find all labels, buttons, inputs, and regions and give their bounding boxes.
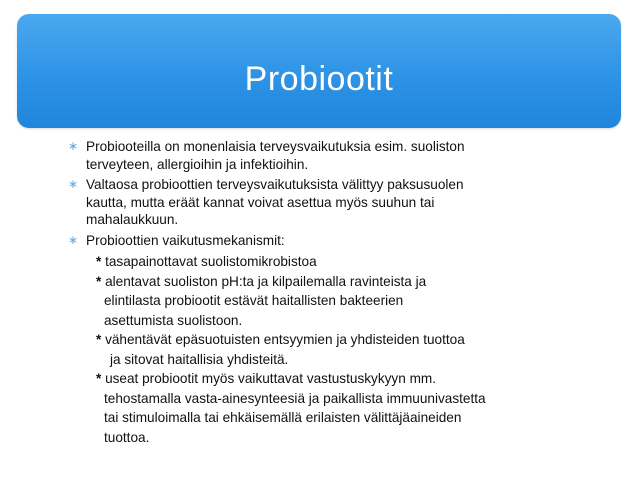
mechanism-text: ja sitovat haitallisia yhdisteitä.	[110, 351, 289, 367]
mechanism-item	[68, 369, 588, 389]
bullet-line: mahalaukkuun.	[86, 212, 179, 227]
star-marker: *	[96, 273, 102, 289]
mechanism-text: tasapainottavat suolistomikrobistoa	[105, 254, 317, 269]
bullet-icon: ∗	[68, 232, 79, 247]
star-marker: *	[96, 254, 102, 269]
slide-title: Probiootit	[244, 60, 394, 98]
mechanism-item	[68, 272, 588, 292]
mechanism-text: tehostamalla vasta-ainesynteesiä ja paikallista immuunivastetta	[104, 390, 486, 406]
mechanism-item	[68, 330, 588, 350]
mechanism-text: asettumista suolistoon.	[104, 312, 243, 328]
star-marker: *	[96, 371, 102, 386]
bullet-icon: ∗	[68, 177, 79, 191]
bullet-line: Valtaosa probioottien terveysvaikutuksista välittyy paksusuolen	[86, 177, 464, 192]
slide-content	[68, 138, 588, 447]
mechanism-text: tuottoa.	[104, 429, 150, 445]
bullet-line: terveyteen, allergioihin ja infektioihin.	[86, 156, 309, 172]
star-marker: *	[96, 332, 102, 347]
bullet-icon: ∗	[68, 139, 79, 153]
bullet-item	[68, 176, 588, 229]
mechanism-text: elintilasta probiootit estävät haitallisten bakteerien	[104, 293, 404, 308]
mechanism-text: tai stimuloimalla tai ehkäisemällä erilaisten välittäjäaineiden	[104, 410, 462, 425]
bullet-line: Probiooteilla on monenlaisia terveysvaikutuksia esim. suoliston	[86, 139, 465, 154]
mechanism-text: vähentävät epäsuotuisten entsyymien ja yhdisteiden tuottoa	[105, 332, 465, 347]
mechanism-text: useat probiootit myös vaikuttavat vastustuskykyyn mm.	[105, 371, 436, 386]
bullet-line: Probioottien vaikutusmekanismit:	[86, 232, 285, 248]
bullet-item	[68, 138, 588, 173]
bullet-item	[68, 232, 588, 250]
mechanism-list	[68, 252, 588, 447]
bullet-line: kautta, mutta eräät kannat voivat asettua myös suuhun tai	[86, 194, 435, 210]
title-band	[17, 14, 621, 128]
mechanism-text: alentavat suoliston pH:ta ja kilpailemalla ravinteista ja	[105, 273, 427, 289]
mechanism-item	[68, 252, 588, 272]
